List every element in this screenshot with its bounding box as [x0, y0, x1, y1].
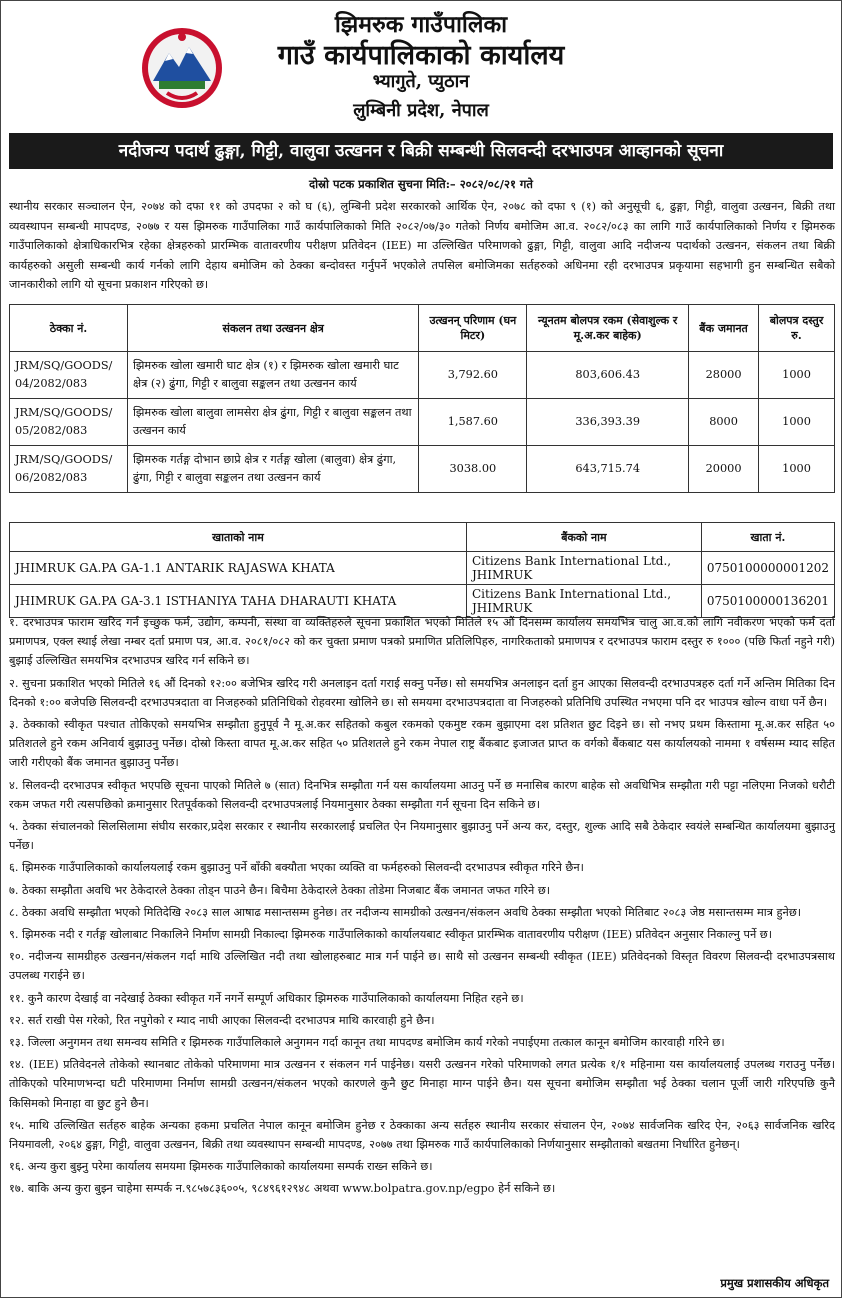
contract-volume: 1,587.60: [419, 399, 527, 446]
accounts-table: [9, 522, 835, 618]
term-item: ५. ठेक्का संचालनको सिलसिलामा संघीय सरकार,प्रदेश सरकार र स्थानीय सरकारलाई प्रचलित ऐन नियमानुसार बुझाउनु पर्ने अन्य कर, दस्तुर, शुल्क आदि सबै ठेकेदार स्वयंले सम्बन्धित कार्यालयमा बुझाउनु पर्नेछ।: [9, 820, 835, 853]
office-name: गाउँ कार्यपालिकाको कार्यालय: [277, 40, 565, 71]
contract-code: JRM/SQ/GOODS/ 05/2082/083: [10, 399, 128, 446]
contract-code: JRM/SQ/GOODS/ 06/2082/083: [10, 446, 128, 493]
contract-area: झिमरुक गर्तङ्ग दोभान छाप्रे क्षेत्र र गर्तङ्ग खोला (बालुवा) क्षेत्र ढुंगा, ढुंगा, गिट्टी र बालुवा सङ्कलन तथा उत्खनन कार्य: [127, 446, 418, 493]
term-item: ७. ठेक्का सम्झौता अवधि भर ठेकेदारले ठेक्का तोड्न पाउने छैन। बिचैमा ठेकेदारले ठेक्का तोडेमा निजबाट बैंक जमानत जफत गरिने छ।: [9, 883, 551, 897]
office-location: भ्यागुते, प्युठान: [372, 71, 470, 92]
account-name: JHIMRUK GA.PA GA-1.1 ANTARIK RAJASWA KHATA: [10, 552, 467, 585]
column-header: उत्खनन् परिणाम (घन मिटर): [419, 305, 527, 352]
term-item: ३. ठेक्काको स्वीकृत पश्चात तोकिएको समयभित्र सम्झौता हुनुपूर्व नै मू.अ.कर सहितको कबुल रकमको एकमुष्ट रकम बुझाएमा दश प्रतिशत छुट दिइने छ। सो नभए प्रथम किस्तामा मू.अ.कर सहित ५० प्रतिशतले हुने रकम अनिवार्य बुझाउनु पर्नेछ। दोस्रो किस्ता वापत मू.अ.कर सहित ५० प्रतिशतले हुने रकम नेपाल राष्ट्र बैंकबाट इजाजत प्राप्त क वर्गको बैंकबाट यस कार्यालयको नाममा १ वर्षसम्म म्याद सहित जारी गरीएको बैंक जमानत बुझाउनु पर्नेछ।: [9, 718, 836, 770]
term-item: ४. सिलवन्दी दरभाउपत्र स्वीकृत भएपछि सूचना पाएको मितिले ७ (सात) दिनभित्र सम्झौता गर्न यस कार्यालयमा आउनु पर्ने छ मनासिब कारण बाहेक सो अवधिभित्र सम्झौता गरी पट्टा नलिएमा निजको धरौटी रकम जफत गरी त्यसपछिको क्रमानुसार रितपूर्वकको सिलवन्दी दरभाउपत्रलाई नियमानुसार ठेक्का सम्झौता गर्न सूचना दिन सकिने छ।: [9, 778, 835, 811]
contract-guarantee: 8000: [689, 399, 759, 446]
table-row: [10, 399, 835, 446]
contracts-table: [9, 304, 835, 493]
contract-fee: 1000: [759, 446, 835, 493]
term-item: २. सुचना प्रकाशित भएको मितिले १६ औं दिनको १२:०० बजेभित्र खरिद गरी अनलाइन दर्ता गराई सक्नु पर्नेछ। सो समयभित्र अनलाइन दर्ता हुन आएका सिलवन्दी दरभाउपत्रहरु दर्ता गर्ने अन्तिम मितिका दिन दिनको १:०० बजेपछि सिलवन्दी दरभाउपत्रदाता वा निजहरुको प्रतिनिधिको रोहवरमा खोलिने छ। सो समयमा दरभाउपत्रदाता वा निजहरुको प्रतिनिधि उपस्थित नभएमा पनि दर भाउपत्र खोल्न वाधा पर्ने छैन।: [9, 676, 835, 709]
terms-list: [9, 613, 835, 1202]
term-item: १२. सर्त राखी पेस गरेको, रित नपुगेको र म्याद नाघी आएका सिलवन्दी दरभाउपत्र माथि कारवाही हुने छैन।: [9, 1013, 435, 1027]
contract-guarantee: 28000: [689, 352, 759, 399]
account-number: 0750100000001202: [701, 552, 834, 585]
account-number: 0750100000136201: [701, 585, 834, 618]
contract-fee: 1000: [759, 399, 835, 446]
contract-volume: 3,792.60: [419, 352, 527, 399]
bank-name: Citizens Bank International Ltd., JHIMRUK: [466, 552, 701, 585]
column-header: बैंकको नाम: [466, 523, 701, 552]
term-item: १०. नदीजन्य सामग्रीहरु उत्खनन/संकलन गर्दा माथि उल्लिखित नदी तथा खोलाहरुबाट मात्र गर्न पाईने छ। साथै सो उत्खनन सम्बन्धी स्वीकृत (IEE) प्रतिवेदनको विस्तृत विवरण सिलवन्दी दरभाउपत्रसाथ उपलब्ध गराईने छ।: [9, 950, 835, 983]
term-item: ६. झिमरुक गाउँपालिकाको कार्यालयलाई रकम बुझाउनु पर्ने बाँकी बक्यौता भएका व्यक्ति वा फर्महरुको सिलवन्दी दरभाउपत्र स्वीकृत गरिने छैन।: [9, 861, 584, 875]
table-row: [10, 552, 835, 585]
contract-area: झिमरुक खोला खमारी घाट क्षेत्र (१) र झिमरुक खोला खमारी घाट क्षेत्र (२) ढुंगा, गिट्टी र बालुवा सङ्कलन तथा उत्खनन कार्य: [127, 352, 418, 399]
signatory-title: प्रमुख प्रशासकीय अधिकृत: [720, 1276, 829, 1290]
table-row: [10, 352, 835, 399]
account-name: JHIMRUK GA.PA GA-3.1 ISTHANIYA TAHA DHARAUTI KHATA: [10, 585, 467, 618]
letterhead: [1, 1, 841, 129]
term-item: १३. जिल्ला अनुगमन तथा समन्वय समिति र झिमरुक गाउँपालिकाले अनुगमन गर्दा कानून तथा मापदण्ड बमोजिम कार्य गरेको नपाईएमा तत्काल कानून बमोजिम कारवाही गरिने छ।: [9, 1036, 725, 1050]
column-header: ठेक्का नं.: [10, 305, 128, 352]
province-name: लुम्बिनी प्रदेश, नेपाल: [353, 100, 489, 121]
term-item: १७. बाकि अन्य कुरा बुझ्न चाहेमा सम्पर्क न.९८५७८३६००५, ९८४९६१२९४८ अथवा www.bolpatra.gov.np/egpo हेर्न सकिने छ।: [9, 1182, 556, 1196]
contract-min-bid: 643,715.74: [527, 446, 689, 493]
table-row: [10, 446, 835, 493]
contract-volume: 3038.00: [419, 446, 527, 493]
contract-min-bid: 803,606.43: [527, 352, 689, 399]
intro-paragraph: स्थानीय सरकार सञ्चालन ऐन, २०७४ को दफा ११ को उपदफा २ को घ (६), लुम्बिनी प्रदेश सरकारको आर्थिक ऐन, २०७८ को दफा ९ (१) को अनुसूची ६, ढुङ्गा, गिट्टी, वालुवा उत्खनन, बिक्री तथा व्यवस्थापन सम्बन्धी मापदण्ड, २०७७ र यस झिमरुक गाउँपालिका गाउँ कार्यपालिकाको मिति २०८२/०७/३० गतेको निर्णय बमोजिम आ.व. २०८२/०८३ का लागि गाउँ कार्यपालिकाको निर्णय र झिमरुक गाउँपालिकाको क्षेत्राधिकारभित्र रहेका क्षेत्रहरुको प्रारम्भिक वातावरणीय परीक्षण प्रतिवेदन (IEE) मा उल्लिखित परिमाणको ढुङ्गा, गिट्टी, वालुवा आदि नदीजन्य पदार्थको उत्खनन, संकलन तथा बिक्री कार्यहरुको असुली सम्बन्धी कार्य गर्नको लागि देहाय बमोजिम को ठेक्का बन्दोवस्त गर्नुपर्ने भएकोले तपसिल बमोजिमका सर्तहरुको अधिनमा रही दरभाउपत्र प्रकृयामा सहभागी हुन सम्बन्धित सबैको जानकारीको लागि यो सूचना प्रकाशन गरिएको छ।: [9, 200, 835, 291]
contract-code: JRM/SQ/GOODS/ 04/2082/083: [10, 352, 128, 399]
contract-guarantee: 20000: [689, 446, 759, 493]
contract-area: झिमरुक खोला बालुवा लामसेरा क्षेत्र ढुंगा, गिट्टी र बालुवा सङ्कलन तथा उत्खनन कार्य: [127, 399, 418, 446]
term-item: ९. झिमरुक नदी र गर्तङ्ग खोलाबाट निकालिने निर्माण सामग्री निकाल्दा झिमरुक गाउँपालिकाको कार्यालयबाट स्वीकृत प्रारम्भिक वातावरणीय परीक्षण (IEE) प्रतिवेदन अनुसार निकाल्नु पर्ने छ।: [9, 928, 773, 942]
publication-date: दोस्रो पटक प्रकाशित सुचना मिति:– २०८२/०८/२१ गते: [309, 177, 533, 191]
table-header-row: [10, 305, 835, 352]
column-header: संकलन तथा उत्खनन क्षेत्र: [127, 305, 418, 352]
term-item: ११. कुनै कारण देखाई वा नदेखाई ठेक्का स्वीकृत गर्ने नगर्ने सम्पूर्ण अधिकार झिमरुक गाउँपालिकाको कार्यालयमा निहित रहने छ।: [9, 991, 524, 1005]
notice-title-banner: नदीजन्य पदार्थ ढुङ्गा, गिट्टी, वालुवा उत्खनन र बिक्री सम्बन्धी सिलवन्दी दरभाउपत्र आव्हानको सूचना: [9, 133, 833, 169]
column-header: खाता नं.: [701, 523, 834, 552]
term-item: १५. माथि उल्लिखित सर्तहरु बाहेक अन्यका हकमा प्रचलित नेपाल कानून बमोजिम हुनेछ र ठेक्काका अन्य सर्तहरु स्थानीय सरकार संचालन ऐन, २०७४ सार्वजनिक खरिद ऐन, २०६३ सार्वजनिक खरिद नियमावली, २०६४ ढुङ्गा, गिट्टी, वालुवा उत्खनन, बिक्री तथा व्यवस्थापन सम्बन्धी मापदण्ड, २०७७ तथा झिमरुक गाउँ कार्यपालिकाको निर्णयानुसार सम्झौताको बखतमा निर्धारित हुनेछन्।: [9, 1118, 835, 1152]
table-header-row: [10, 523, 835, 552]
term-item: १६. अन्य कुरा बुझ्नु परेमा कार्यालय समयमा झिमरुक गाउँपालिकाको कार्यालयमा सम्पर्क राख्न सकिने छ।: [9, 1160, 433, 1174]
contract-fee: 1000: [759, 352, 835, 399]
contract-min-bid: 336,393.39: [527, 399, 689, 446]
column-header: बोलपत्र दस्तुर रु.: [759, 305, 835, 352]
term-item: १४. (IEE) प्रतिवेदनले तोकेको स्थानबाट तोकेको परिमाणमा मात्र उत्खनन र संकलन गर्न पाईनेछ। यसरी उत्खनन गरेको परिमाणको लगत प्रत्येक १/१ महिनामा यस कार्यालयलाई उपलब्ध गराउनु पर्नेछ। तोकिएको परिमाणभन्दा घटी परिमाणमा निर्माण सामग्री उत्खनन/संकलन भएको कारणले कुनै छुट मिनाहा माग्न पाईने छैन। यस सूचना बमोजिम सम्झौता भई ठेक्का चलान पूर्जी जारी गरिएपछि कुनै किसिमको मिनाहा वा छुट हुने छैन।: [9, 1058, 835, 1110]
term-item: ८. ठेक्का अवधि सम्झौता भएको मितिदेखि २०८३ साल आषाढ मसान्तसम्म हुनेछ। तर नदीजन्य सामग्रीको उत्खनन/संकलन अवधि ठेक्का सम्झौता भएको मितिबाट २०८३ जेष्ठ मसान्तसम्म मात्र हुनेछ।: [9, 905, 802, 919]
term-item: १. दरभाउपत्र फाराम खरिद गर्न इच्छुक फर्म, उद्योग, कम्पनी, संस्था वा व्यक्तिहरुले सूचना प्रकाशित भएको मितिले १५ औं दिनसम्म कार्यालय समयभित्र चालु आ.व.को लागि नवीकरण भएको फर्म दर्ता प्रमाणपत्र, एक्ल स्थाई लेखा नम्बर दर्ता प्रमाण पत्र, आ.व. २०८१/०८२ को कर चुक्ता प्रमाण पत्रको प्रमाणित प्रतिलिपिहरु, नागरिकताको प्रमाणपत्र र दरभाउपत्र फाराम दस्तुर रु १००० (पछि फिर्ता नहुने गरी) बुझाई उल्लिखित समयभित्र दरभाउपत्र खरिद गर्न सकिने छ।: [9, 616, 835, 668]
column-header: न्यूनतम बोलपत्र रकम (सेवाशुल्क र मू.अ.कर बाहेक): [527, 305, 689, 352]
bank-name: Citizens Bank International Ltd., JHIMRUK: [466, 585, 701, 618]
column-header: खाताको नाम: [10, 523, 467, 552]
municipality-name: झिमरुक गाउँपालिका: [334, 11, 508, 38]
column-header: बैंक जमानत: [689, 305, 759, 352]
